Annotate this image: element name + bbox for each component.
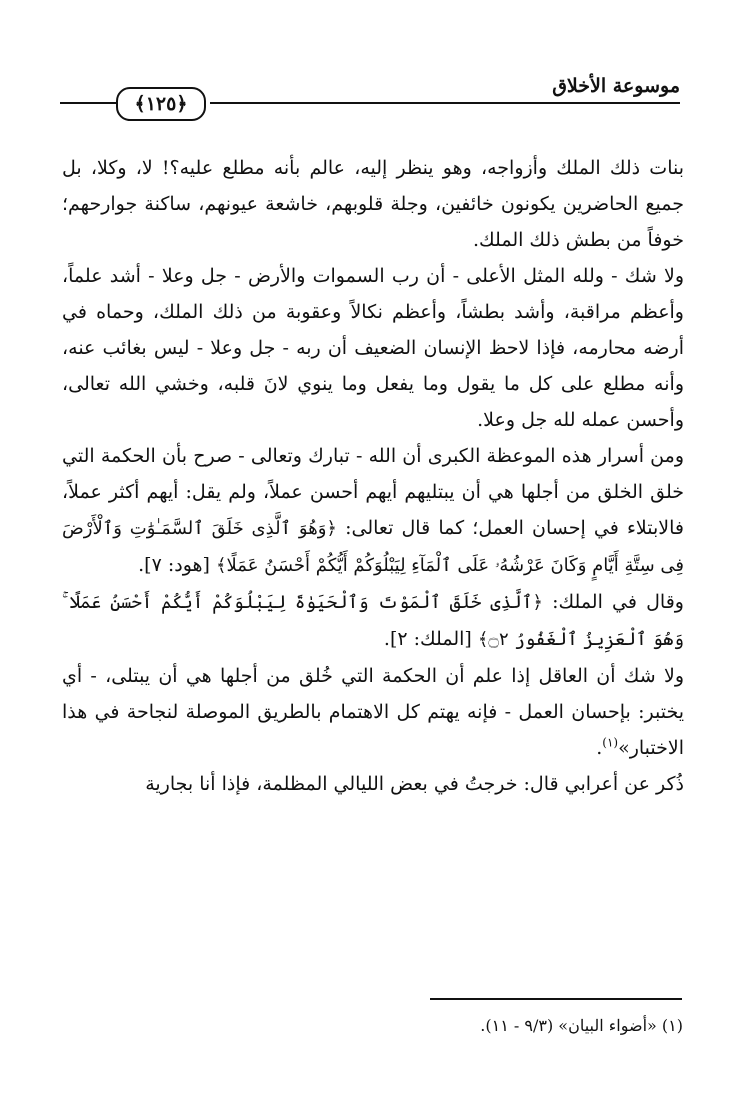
footnote-marker: (١) xyxy=(602,735,619,750)
paragraph-3-text: ومن أسرار هذه الموعظة الكبرى أن الله - تبارك وتعالى - صرح بأن الحكمة التي خلق الخلق من أجلها هي أن يبتليهم أيهم أحسن عملاً، ولم يقل: أيهم أكثر عملاً، فالابتلاء في إحسان العمل؛ كما قال تعالى: xyxy=(62,445,684,539)
quran-verse-mulk: ﴿ٱلَّذِى خَلَقَ ٱلْمَوْتَ وَٱلْحَيَوٰةَ لِيَبْلُوَكُمْ أَيُّكُمْ أَحْسَنُ عَمَلًا ۚ وَهُوَ ٱلْعَزِيزُ ٱلْغَفُورُ ۝٢﴾ xyxy=(62,592,684,650)
body-text xyxy=(62,150,684,802)
page-number: ﴿١٢٥﴾ xyxy=(116,87,206,121)
page-header xyxy=(60,72,680,116)
paragraph-3 xyxy=(62,438,684,584)
book-title: موسوعة الأخلاق xyxy=(552,75,680,97)
footnote: (١) «أضواء البيان» (٩/٣ - ١١). xyxy=(480,1016,683,1035)
paragraph-5-text: ولا شك أن العاقل إذا علم أن الحكمة التي خُلق من أجلها هي أن يبتلى، - أي يختبر: بإحسان العمل - فإنه يهتم كل الاهتمام بالطريق الموصلة لنجاحة في هذا الاختبار» xyxy=(62,665,684,759)
verse-reference-hud: [هود: ٧]. xyxy=(138,554,210,576)
verse-reference-mulk: [الملك: ٢]. xyxy=(383,628,472,650)
quran-verse-hud: ﴿وَهُوَ ٱلَّذِى خَلَقَ ٱلسَّمَـٰوَٰتِ وَٱلْأَرْضَ فِى سِتَّةِ أَيَّامٍ وَكَانَ عَرْشُهُۥ عَلَى ٱلْمَآءِ لِيَبْلُوَكُمْ أَيُّكُمْ أَحْسَنُ عَمَلًا﴾ xyxy=(62,518,684,576)
paragraph-2: ولا شك - ولله المثل الأعلى - أن رب السموات والأرض - جل وعلا - أشد علماً، وأعظم مراقبة، وأشد بطشاً، وأعظم نكالاً وعقوبة من ذلك الملك، وحماه في أرضه محارمه، فإذا لاحظ الإنسان الضعيف أن ربه - جل وعلا - ليس بغائب عنه، وأنه مطلع على كل ما يقول وما يفعل وما ينوي لانَ قلبه، وخشي الله تعالى، وأحسن عمله لله جل وعلا. xyxy=(62,265,684,431)
paragraph-1: بنات ذلك الملك وأزواجه، وهو ينظر إليه، عالم بأنه مطلع عليه؟! لا، وكلا، بل جميع الحاضرين يكونون خائفين، وجلة قلوبهم، خاشعة عيونهم، ساكنة جوارحهم؛ خوفاً من بطش ذلك الملك. xyxy=(62,157,684,251)
paragraph-6: ذُكر عن أعرابي قال: خرجتُ في بعض الليالي المظلمة، فإذا أنا بجارية xyxy=(145,773,684,795)
paragraph-4-text: وقال في الملك: xyxy=(552,591,684,613)
header-rule-left xyxy=(60,102,118,104)
footnote-separator xyxy=(430,998,682,1000)
paragraph-5 xyxy=(62,658,684,766)
header-rule-right xyxy=(210,102,680,104)
paragraph-5-end: . xyxy=(596,737,603,759)
paragraph-4 xyxy=(62,584,684,658)
